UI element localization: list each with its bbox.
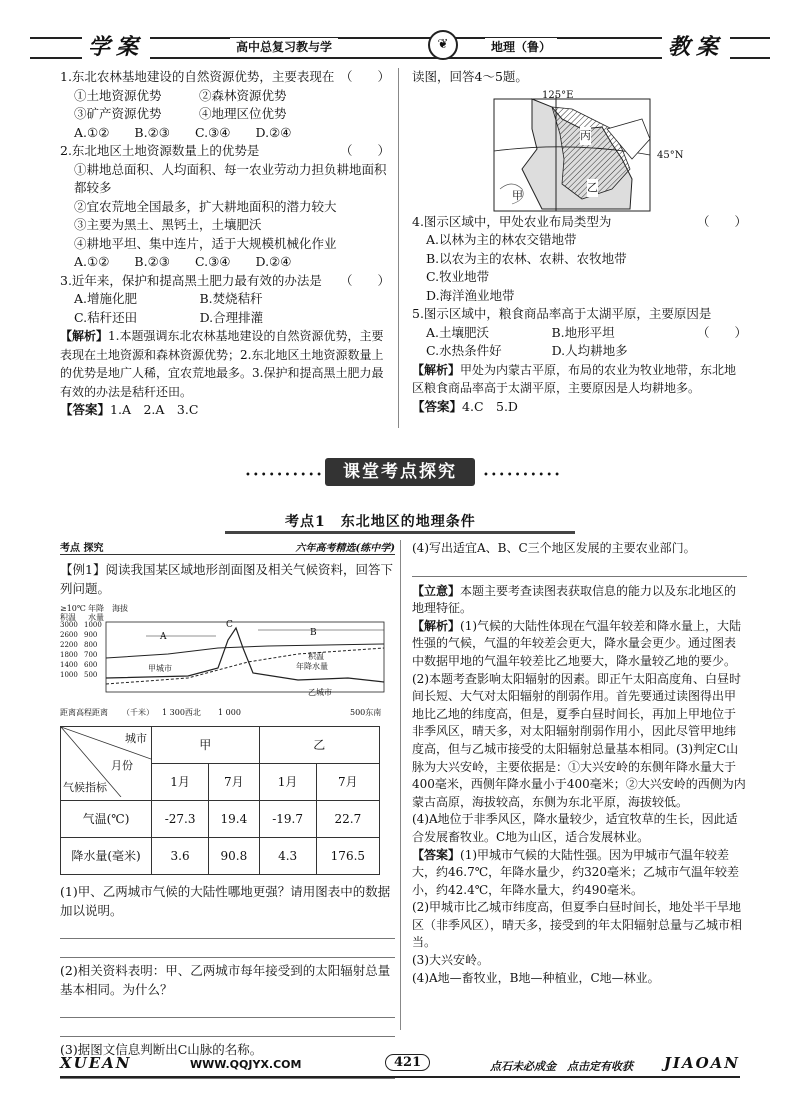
profile-ylabel-1: ≥10℃积温 — [60, 604, 86, 622]
analysis-para: (2)本题考查影响太阳辐射的因素。即正午太阳高度角、白昼时间长短、大气对太阳辐射的削弱作用。首先要通过读图得出甲地比乙地的纬度高，但是，夏季白昼时间长，再加上甲地位于非季风区，晴天多，对太阳辐射削弱作用小，因此尽管甲地纬度高，但与乙城市接受的太阳辐射总量基本相同。(3)判定C山脉为大兴安岭，主要依据是：①大兴安岭的东侧年降水量大于400毫米，西侧年降水量小于400毫米；②大兴安岭的西侧为内蒙古高原，海拔较高，东侧为东北平原，海拔较低。 — [412, 671, 746, 809]
profile-x0: 1 300西北 — [162, 708, 201, 717]
answer-label: 【答案】 — [60, 402, 111, 417]
right-answer — [412, 398, 747, 417]
map-longitude-label: 125°E — [542, 89, 574, 101]
table-cell: -19.7 — [259, 801, 316, 838]
answer-paren: （ ） — [696, 213, 747, 229]
option-line: ③主要为黑土、黑钙土，土壤肥沃 — [74, 217, 262, 232]
table-cell: -27.3 — [152, 801, 209, 838]
option-line: A.以林为主的林农交错地带 — [426, 232, 577, 247]
sub-question-2: (2)相关资料表明：甲、乙两城市每年接受到的太阳辐射总量基本相同。为什么？ — [60, 963, 391, 997]
answer-para: (4)A地—畜牧业，B地—种植业，C地—林业。 — [412, 970, 660, 985]
question-3 — [60, 272, 390, 328]
right-analysis — [412, 361, 747, 398]
analysis-label: 【解析】 — [412, 618, 461, 633]
corner-city: 城市 — [125, 732, 147, 745]
answer-paren: （ ） — [696, 324, 747, 340]
map-region-bing: 丙 — [580, 127, 591, 146]
option-line: A.增施化肥 B.焚烧秸秆 — [74, 291, 263, 306]
tag-right: 六年高考精选(练中学) — [295, 543, 395, 554]
answer-line[interactable] — [60, 939, 395, 958]
column-divider-lower — [400, 540, 401, 1030]
city-header: 乙 — [259, 727, 379, 764]
answer-para: (2)甲城市比乙城市纬度高，但夏季白昼时间长，地处半干旱地区（非季风区），晴天多，接受到的年太阳辐射总量与乙城市相当。 — [412, 900, 743, 950]
climate-table — [60, 726, 380, 875]
tag-row — [60, 540, 395, 555]
answer-text: 4.C 5.D — [462, 398, 518, 414]
profile-label-c: C — [226, 620, 233, 630]
answer-line[interactable] — [60, 1018, 395, 1037]
option-line: A.①② B.②③ C.③④ D.②④ — [74, 124, 292, 140]
answer-paren: （ ） — [339, 272, 390, 288]
option-line: C.牧业地带 — [426, 269, 490, 284]
answer-line[interactable] — [60, 999, 395, 1018]
intent-text: 本题主要考查读图表获取信息的能力以及东北地区的地理特征。 — [412, 583, 737, 616]
question-stem: 4.图示区域中，甲处农业布局类型为 — [412, 213, 612, 229]
option-line: A.土壤肥沃 B.地形平坦 — [426, 324, 615, 340]
answer-para: (3)大兴安岭。 — [412, 953, 489, 968]
profile-label-b: B — [310, 628, 317, 638]
month-header: 7月 — [316, 764, 379, 801]
row-label: 气温(℃) — [61, 801, 152, 838]
sub-question-3: (3)据图文信息判断出C山脉的名称。 — [60, 1042, 263, 1057]
answer-para — [412, 847, 747, 900]
question-stem: 2.东北地区土地资源数量上的优势是 — [60, 143, 260, 158]
option-line: ③矿产资源优势 ④地理区位优势 — [74, 106, 287, 121]
intent — [412, 583, 747, 618]
header-left-brand: 学案 — [82, 30, 150, 61]
table-cell: 176.5 — [316, 838, 379, 875]
map-region-yi: 乙 — [587, 179, 598, 198]
profile-city-yi: 乙城市 — [308, 688, 332, 697]
corner-month: 月份 — [111, 759, 133, 772]
profile-legend-1: 积温 — [308, 652, 324, 661]
banner-dots-left: •••••••••• — [245, 470, 324, 481]
answer-line[interactable] — [412, 558, 747, 577]
option-line: C.秸秆还田 D.合理排灌 — [74, 309, 264, 325]
analysis-label: 【解析】 — [60, 329, 109, 343]
header-subject: 地理（鲁） — [485, 38, 557, 55]
profile-city-jia: 甲城市 — [148, 664, 172, 673]
section-banner — [245, 458, 562, 488]
answer-line[interactable] — [60, 920, 395, 939]
header-right-brand: 教案 — [662, 30, 730, 61]
page-number: 421 — [385, 1054, 430, 1071]
left-answer — [60, 401, 390, 420]
solution-block — [412, 540, 747, 987]
left-analysis — [60, 327, 390, 401]
analysis-text: 1.本题强调东北农林基地建设的自然资源优势，主要表现在土地资源和森林资源优势；2.东北地区土地资源数量上的优势是地广人稀，宜农荒地最多。3.保护和提高黑土肥力最有效的办法是秸秆还田。 — [60, 329, 384, 399]
footer-url[interactable]: WWW.QQJYX.COM — [190, 1058, 302, 1071]
month-header: 1月 — [259, 764, 316, 801]
profile-x1: 1 000 — [218, 708, 241, 717]
analysis-para: (4)A地位于非季风区，降水量较少，适宜牧草的生长，因此适合发展畜牧业。C地为山区，适合发展林业。 — [412, 812, 738, 844]
profile-figure — [60, 604, 395, 704]
section-title: 课堂考点探究 — [325, 458, 475, 486]
answer-paren: （ ） — [339, 69, 390, 84]
analysis-text: (1)气候的大陆性体现在气温年较差和降水量上，大陆性强的气候，气温的年较差会更大，降水量会更少。通过图表中数据甲地的气温年较差比乙地要大，降水量较乙地的要少。 — [412, 618, 742, 668]
option-line: ④耕地平坦、集中连片，适于大规模机械化作业 — [74, 235, 337, 251]
table-cell: 22.7 — [316, 801, 379, 838]
corner-index: 气候指标 — [63, 781, 107, 794]
option-line: ①耕地总面积、人均面积、每一农业劳动力担负耕地面积都较多 — [74, 161, 387, 195]
analysis-text: 甲处为内蒙古平原，布局的农业为牧业地带，东北地区粮食商品率高于太湖平原，主要原因是人均耕地多。 — [412, 362, 737, 395]
sub-question-1: (1)甲、乙两城市气候的大陆性哪地更强？请用图表中的数据加以说明。 — [60, 884, 391, 918]
table-cell: 19.4 — [209, 801, 259, 838]
row-label: 降水量(毫米) — [61, 838, 152, 875]
kaodian-title: 考点1 东北地区的地理条件 — [285, 514, 476, 530]
city-header: 甲 — [152, 727, 260, 764]
example-block — [60, 540, 395, 1079]
sub-question-4: (4)写出适宜A、B、C三个地区发展的主要农业部门。 — [412, 541, 696, 555]
answer-text: (1)甲城市气候的大陆性强。因为甲城市气温年较差大，约46.7℃，年降水量少，约320毫米；乙城市气温年较差小，约42.4℃，年降水量大，约490毫米。 — [412, 847, 740, 897]
question-stem: 1.东北农林基地建设的自然资源优势，主要表现在 — [60, 69, 335, 84]
header-series: 高中总复习教与学 — [230, 38, 338, 55]
question-stem: 3.近年来，保护和提高黑土肥力最有效的办法是 — [60, 272, 322, 288]
analysis-label: 【解析】 — [412, 362, 461, 377]
question-stem: 5.图示区域中，粮食商品率高于太湖平原，主要原因是 — [412, 306, 712, 321]
banner-dots-right: •••••••••• — [483, 470, 562, 481]
profile-xlabel: 距离高程距离 — [60, 708, 108, 717]
intent-label: 【立意】 — [412, 583, 461, 598]
left-question-block — [60, 68, 390, 420]
profile-label-a: A — [160, 632, 167, 642]
table-cell: 4.3 — [259, 838, 316, 875]
table-cell: 90.8 — [209, 838, 259, 875]
option-line: A.①② B.②③ C.③④ D.②④ — [74, 254, 292, 269]
table-corner — [61, 727, 152, 801]
answer-label: 【答案】 — [412, 847, 461, 862]
option-line: ②宜农荒地全国最多，扩大耕地面积的潜力较大 — [74, 198, 337, 214]
footer-right-brand: JIAOAN — [663, 1054, 740, 1072]
right-question-block — [412, 68, 747, 416]
map-figure — [412, 87, 747, 213]
question-1 — [60, 68, 390, 142]
tag-left: 考点 探究 — [60, 543, 104, 554]
table-row — [61, 838, 380, 875]
answer-label: 【答案】 — [412, 398, 463, 414]
map-latitude-label: 45°N — [657, 149, 684, 161]
question-2 — [60, 142, 390, 272]
profile-x2: 500东南 — [350, 708, 382, 717]
profile-xunit: （千米） — [122, 708, 154, 717]
column-divider — [398, 68, 399, 428]
kaodian-bar — [225, 513, 575, 534]
answer-text: 1.A 2.A 3.C — [110, 402, 199, 417]
profile-yticks-2: 1000 900 800 700 600 500 — [84, 621, 102, 679]
map-intro: 读图，回答4～5题。 — [412, 69, 528, 84]
profile-xaxis — [60, 704, 395, 718]
page-header — [30, 28, 770, 62]
question-4 — [412, 213, 747, 306]
analysis-para — [412, 618, 747, 671]
option-line: D.海洋渔业地带 — [426, 287, 515, 303]
footer-rule — [60, 1076, 740, 1078]
month-header: 1月 — [152, 764, 209, 801]
question-5 — [412, 305, 747, 361]
option-line: C.水热条件好 D.人均耕地多 — [426, 343, 628, 358]
profile-ylabel-2: 年降水量 — [88, 604, 104, 622]
option-line: ①土地资源优势 ②森林资源优势 — [74, 87, 287, 103]
table-row — [61, 801, 380, 838]
footer-slogan: 点石未必成金 点击定有收获 — [490, 1060, 633, 1073]
profile-ylabel-3: 海拔 — [112, 604, 128, 613]
option-line: B.以农为主的农林、农耕、农牧地带 — [426, 250, 627, 266]
answer-paren: （ ） — [339, 143, 390, 158]
footer-left-brand: XUEAN — [60, 1054, 132, 1072]
profile-yticks: 3000 2600 2200 1800 1400 1000 — [60, 621, 78, 679]
book-logo-icon: ❦ — [428, 30, 458, 60]
page-footer — [60, 1054, 740, 1080]
example-prompt: 【例1】阅读我国某区域地形剖面图及相关气候资料，回答下列问题。 — [60, 562, 393, 596]
profile-legend-2: 年降水量 — [296, 662, 328, 671]
table-cell: 3.6 — [152, 838, 209, 875]
month-header: 7月 — [209, 764, 259, 801]
map-region-jia: 甲 — [512, 188, 523, 202]
